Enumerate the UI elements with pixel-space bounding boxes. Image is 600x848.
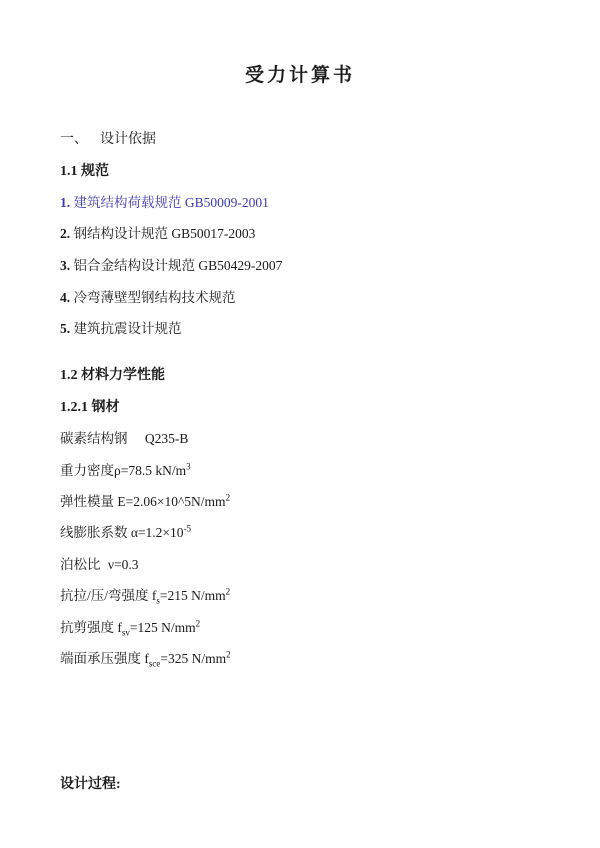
document-title: 受力计算书 bbox=[244, 65, 355, 86]
superscript: 2 bbox=[225, 586, 231, 597]
section-1-number: 一、 bbox=[60, 132, 88, 147]
property-symbol: f bbox=[117, 620, 122, 635]
superscript: 2 bbox=[195, 618, 201, 629]
standard-item bbox=[60, 317, 182, 337]
superscript: 2 bbox=[226, 649, 231, 660]
property-steel-type bbox=[60, 427, 188, 447]
property-label: 抗剪强度 bbox=[60, 620, 114, 635]
standard-item bbox=[60, 222, 255, 242]
design-process-heading: 设计过程: bbox=[60, 777, 121, 792]
property-value: Q235-B bbox=[144, 431, 189, 446]
subscript: sv bbox=[121, 627, 130, 638]
property-label: 线膨胀系数 bbox=[60, 525, 128, 540]
superscript: 2 bbox=[225, 492, 231, 503]
subscript: sce bbox=[148, 658, 161, 669]
property-tensile-strength bbox=[60, 584, 230, 604]
property-label: 端面承压强度 bbox=[60, 651, 141, 666]
property-symbol: f bbox=[151, 588, 157, 603]
property-label: 泊松比 bbox=[60, 557, 101, 572]
property-value: E=2.06×10^5N/mm bbox=[117, 494, 226, 509]
property-value: =215 N/mm bbox=[159, 588, 226, 603]
subscript: s bbox=[156, 595, 160, 606]
property-density bbox=[60, 459, 191, 479]
standard-text: 冷弯薄壁型钢结构技术规范 bbox=[73, 290, 236, 305]
standard-number: 5. bbox=[60, 321, 71, 336]
subsection-1-2-1-heading: 1.2.1 钢材 bbox=[60, 400, 120, 415]
property-symbol: f bbox=[144, 651, 149, 666]
property-value: ν=0.3 bbox=[107, 557, 139, 572]
superscript: 3 bbox=[186, 461, 191, 472]
property-poisson bbox=[60, 553, 138, 573]
property-value: =325 N/mm bbox=[160, 651, 227, 666]
standard-number: 4. bbox=[60, 290, 71, 305]
superscript: -5 bbox=[183, 523, 192, 534]
property-expansion bbox=[60, 521, 191, 541]
standard-item bbox=[60, 254, 282, 274]
standard-item bbox=[60, 286, 236, 306]
standard-number: 3. bbox=[60, 258, 71, 273]
standard-text: 建筑结构荷载规范 GB50009-2001 bbox=[73, 195, 269, 210]
property-label: 碳素结构钢 bbox=[60, 431, 128, 446]
property-label: 重力密度 bbox=[60, 463, 114, 478]
section-1-title: 设计依据 bbox=[100, 132, 156, 147]
standard-text: 铝合金结构设计规范 GB50429-2007 bbox=[73, 258, 283, 273]
property-value: α=1.2×10 bbox=[130, 525, 184, 540]
standard-text: 建筑抗震设计规范 bbox=[73, 321, 182, 336]
property-label: 弹性模量 bbox=[60, 494, 114, 509]
property-modulus bbox=[60, 490, 230, 510]
standard-item bbox=[60, 191, 269, 211]
property-value: =125 N/mm bbox=[129, 620, 196, 635]
property-label: 抗拉/压/弯强度 bbox=[60, 588, 149, 603]
property-value: ρ=78.5 kN/m bbox=[114, 463, 187, 478]
subsection-1-1-heading: 1.1 规范 bbox=[60, 164, 109, 179]
standard-number: 1. bbox=[60, 195, 71, 210]
property-bearing-strength bbox=[60, 647, 231, 667]
property-shear-strength bbox=[60, 616, 200, 636]
standard-text: 钢结构设计规范 GB50017-2003 bbox=[73, 226, 256, 241]
subsection-1-2-heading: 1.2 材料力学性能 bbox=[60, 368, 165, 383]
standard-number: 2. bbox=[60, 226, 71, 241]
